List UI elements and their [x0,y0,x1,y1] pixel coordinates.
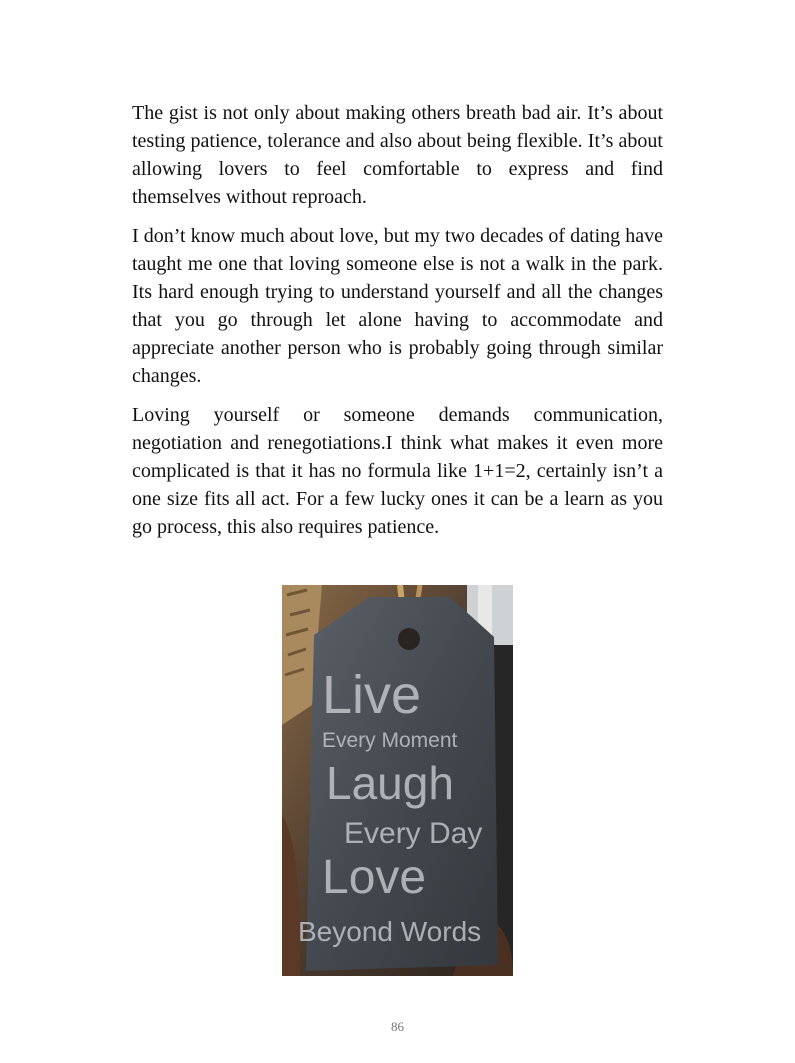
photo-text-love: Love [322,851,427,904]
photo-text-every-moment: Every Moment [322,729,458,752]
slate-tag-photo [282,585,513,976]
paragraph-2: I don’t know much about love, but my two decades of dating have taught me one that loving someone else is not a walk in the park. Its hard enough trying to understand yourself and all the changes that you go through let alone having to accommodate and appreciate another person who is probably going through similar changes. [132,225,663,387]
photo-text-beyond-words: Beyond Words [298,916,482,947]
photo-text-live: Live [322,665,422,725]
photo-text-laugh: Laugh [326,757,454,809]
body-text [132,99,663,552]
paragraph-3: Loving yourself or someone demands communication, negotiation and renegotiations.I think what makes it even more complicated is that it has no formula like 1+1=2, certainly isn’t a one size fits all act. For a few lucky ones it can be a learn as you go process, this also requires patience. [132,404,663,538]
photo-text-every-day: Every Day [344,817,483,850]
paragraph-1: The gist is not only about making others breath bad air. It’s about testing patience, tolerance and also about being flexible. It’s about allowing lovers to feel comfortable to express and find themselves without reproach. [132,102,663,208]
page-number: 86 [391,1019,404,1034]
